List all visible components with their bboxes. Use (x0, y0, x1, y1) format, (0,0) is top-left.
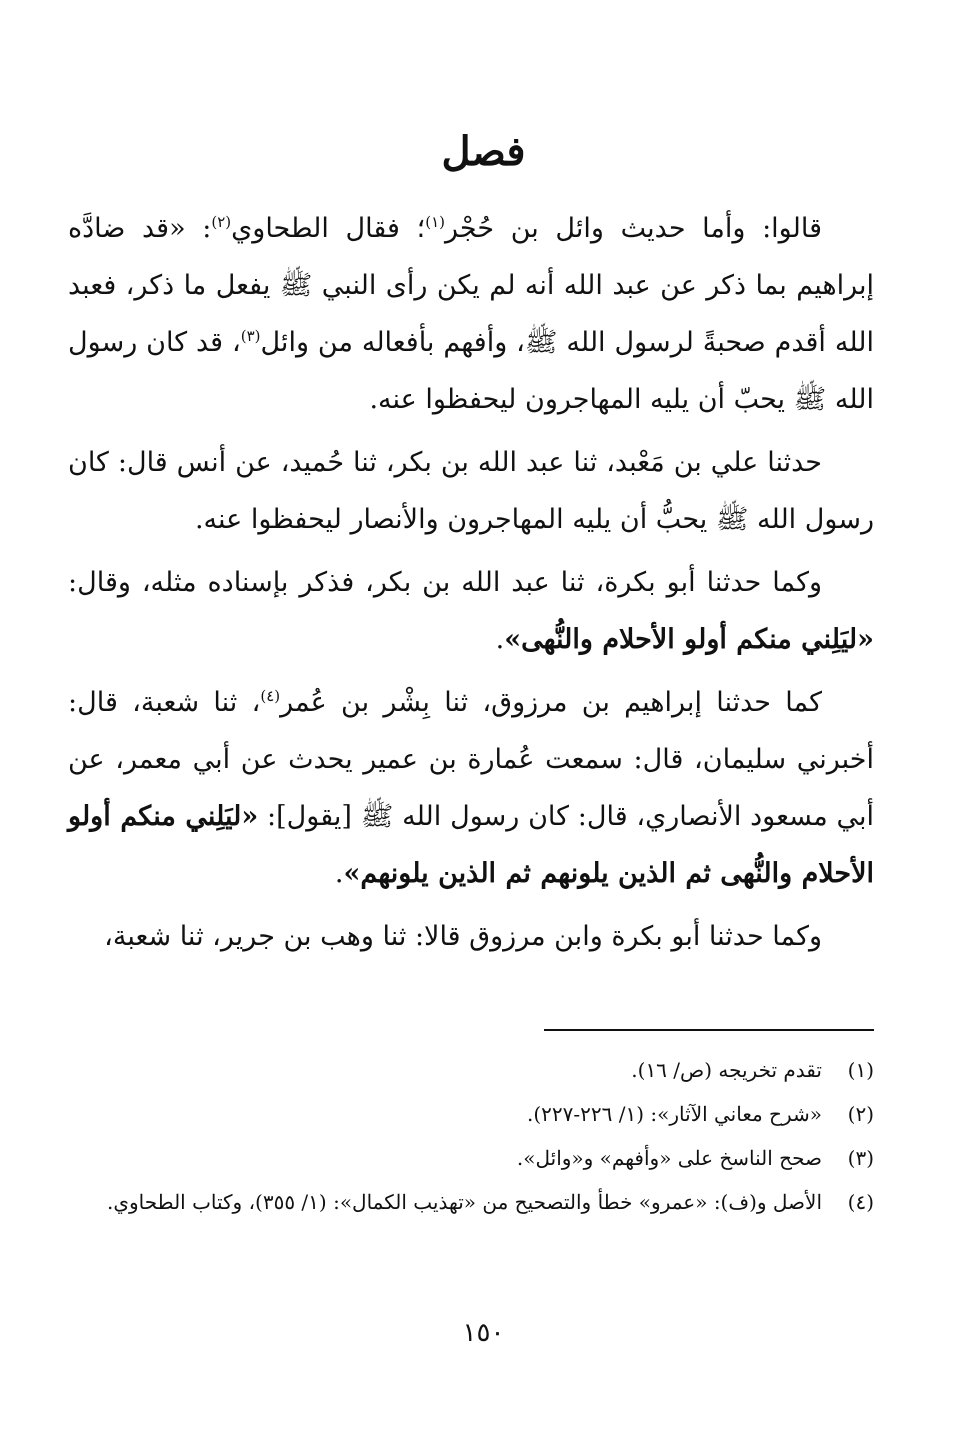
paragraph-2: حدثنا علي بن مَعْبد، ثنا عبد الله بن بكر، ثنا حُميد، عن أنس قال: كان رسول الله ﷺ يحبُّ أن يليه المهاجرون والأنصار ليحفظوا عنه. (68, 447, 874, 535)
text-run: وكما حدثنا أبو بكرة، ثنا عبد الله بن بكر، فذكر بإسناده مثله، وقال: (68, 567, 822, 598)
text-run: : «قد ضادَّه إبراهيم بما ذكر عن عبد الله أنه لم يكن رأى النبي ﷺ يفعل ما ذكر، فعبد الله أقدم صحبةً لرسول الله ﷺ، وأفهم بأفعاله من وائل (68, 213, 874, 358)
text-run: ، قد كان رسول الله ﷺ يحبّ أن يليه المهاجرون ليحفظوا عنه. (68, 327, 874, 415)
footnote-number: (١) (847, 1058, 874, 1082)
footnote-ref: (٤) (260, 687, 281, 705)
text-run: ؛ فقال الطحاوي (231, 213, 426, 244)
main-text (68, 200, 874, 965)
text-run: قالوا: وأما حديث وائل بن حُجْر (445, 213, 822, 244)
footnote-text: الأصل و(ف): «عمرو» خطأ والتصحيح من «تهذيب الكمال»: (١/ ٣٥٥)، وكتاب الطحاوي. (106, 1190, 822, 1214)
footnote-text: «شرح معاني الآثار»: (١/ ٢٢٦-٢٢٧). (526, 1102, 822, 1126)
hadith-quote: «ليَلِني منكم أولو الأحلام والنُّهى» (504, 624, 874, 655)
footnote-2 (68, 1092, 874, 1136)
footnote-number: (٤) (847, 1190, 874, 1214)
paragraph-1 (68, 200, 874, 428)
footnote-text: تقدم تخريجه (ص/ ١٦). (631, 1058, 822, 1082)
footnote-4 (68, 1180, 874, 1224)
paragraph-4 (68, 674, 874, 902)
hadith-quote: «ليَلِني منكم أولو الأحلام والنُّهى ثم الذين يلونهم ثم الذين يلونهم» (68, 801, 874, 889)
text-run: . (334, 858, 344, 889)
section-title: فصل (441, 128, 526, 175)
page-number: ١٥٠ (462, 1318, 505, 1348)
text-run: ، ثنا شعبة، قال: أخبرني سليمان، قال: سمعت عُمارة بن عمير يحدث عن أبي معمر، عن أبي مسعود الأنصاري، قال: كان رسول الله ﷺ [يقول]: (68, 687, 875, 832)
footnote-text: صحح الناسخ على «وأفهم» و«وائل». (516, 1146, 822, 1170)
footnote-1 (68, 1048, 874, 1092)
footnote-separator (544, 1029, 874, 1031)
text-run: . (495, 624, 505, 655)
paragraph-3 (68, 554, 874, 668)
footnote-number: (٣) (847, 1146, 874, 1170)
footnote-ref: (٢) (211, 213, 232, 231)
text-run: كما حدثنا إبراهيم بن مرزوق، ثنا بِشْر بن عُمر (280, 687, 822, 718)
paragraph-5: وكما حدثنا أبو بكرة وابن مرزوق قالا: ثنا وهب بن جرير، ثنا شعبة، (104, 921, 822, 952)
footnote-ref: (٣) (240, 327, 261, 345)
footnote-ref: (١) (425, 213, 445, 231)
footnote-3 (68, 1136, 874, 1180)
footnote-number: (٢) (847, 1102, 874, 1126)
footnotes (68, 1048, 874, 1224)
